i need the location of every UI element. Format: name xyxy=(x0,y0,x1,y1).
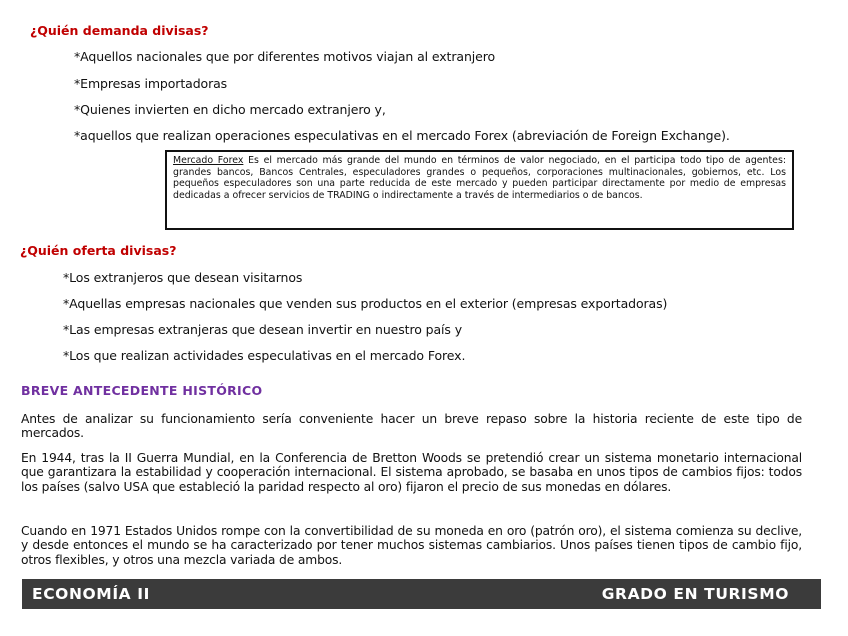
supply-item-4: *Los que realizan actividades especulativas en el mercado Forex. xyxy=(63,348,466,363)
forex-definition-text: Es el mercado más grande del mundo en términos de valor negociado, en el participa todo tipo de agentes: grandes bancos, Bancos Centrales, especuladores grandes o pequeños, corporaciones multinacionales, gobiernos, etc. Los pequeños especuladores son una parte reducida de este mercado y pueden participar directamente por medio de empresas dedicadas a ofrecer servicios de TRADING o indirectamente a través de intermediarios o de bancos. xyxy=(173,155,786,201)
supply-item-2: *Aquellas empresas nacionales que venden sus productos en el exterior (empresas exportadoras) xyxy=(63,296,668,311)
supply-heading: ¿Quién oferta divisas? xyxy=(20,243,177,258)
demand-item-1: *Aquellos nacionales que por diferentes motivos viajan al extranjero xyxy=(74,49,496,64)
history-paragraph-1: Antes de analizar su funcionamiento sería conveniente hacer un breve repaso sobre la historia reciente de este tipo de mercados. xyxy=(21,412,802,441)
forex-term: Mercado Forex xyxy=(173,155,244,166)
demand-item-4: *aquellos que realizan operaciones especulativas en el mercado Forex (abreviación de Foreign Exchange). xyxy=(74,128,730,143)
footer-course: ECONOMÍA II xyxy=(32,585,151,603)
supply-item-3: *Las empresas extranjeras que desean invertir en nuestro país y xyxy=(63,322,462,337)
footer-bar xyxy=(22,579,821,609)
demand-item-2: *Empresas importadoras xyxy=(74,76,228,91)
history-paragraph-2: En 1944, tras la II Guerra Mundial, en la Conferencia de Bretton Woods se pretendió crear un sistema monetario internacional que garantizara la estabilidad y cooperación internacional. El sistema aprobado, se basaba en unos tipos de cambios fijos: todos los países (salvo USA que estableció la paridad respecto al oro) fijaron el precio de sus monedas en dólares. xyxy=(21,451,802,494)
supply-item-1: *Los extranjeros que desean visitarnos xyxy=(63,270,303,285)
forex-definition-box xyxy=(165,150,794,230)
demand-heading: ¿Quién demanda divisas? xyxy=(30,23,209,38)
demand-item-3: *Quienes invierten en dicho mercado extranjero y, xyxy=(74,102,386,117)
history-heading: BREVE ANTECEDENTE HISTÓRICO xyxy=(21,383,263,398)
footer-degree: GRADO EN TURISMO xyxy=(601,585,789,603)
history-paragraph-3: Cuando en 1971 Estados Unidos rompe con la convertibilidad de su moneda en oro (patrón oro), el sistema comienza su declive, y desde entonces el mundo se ha caracterizado por tener muchos sistemas cambiarios. Unos países tienen tipos de cambio fijo, otros flexibles, y otros una mezcla variada de ambos. xyxy=(21,524,802,567)
